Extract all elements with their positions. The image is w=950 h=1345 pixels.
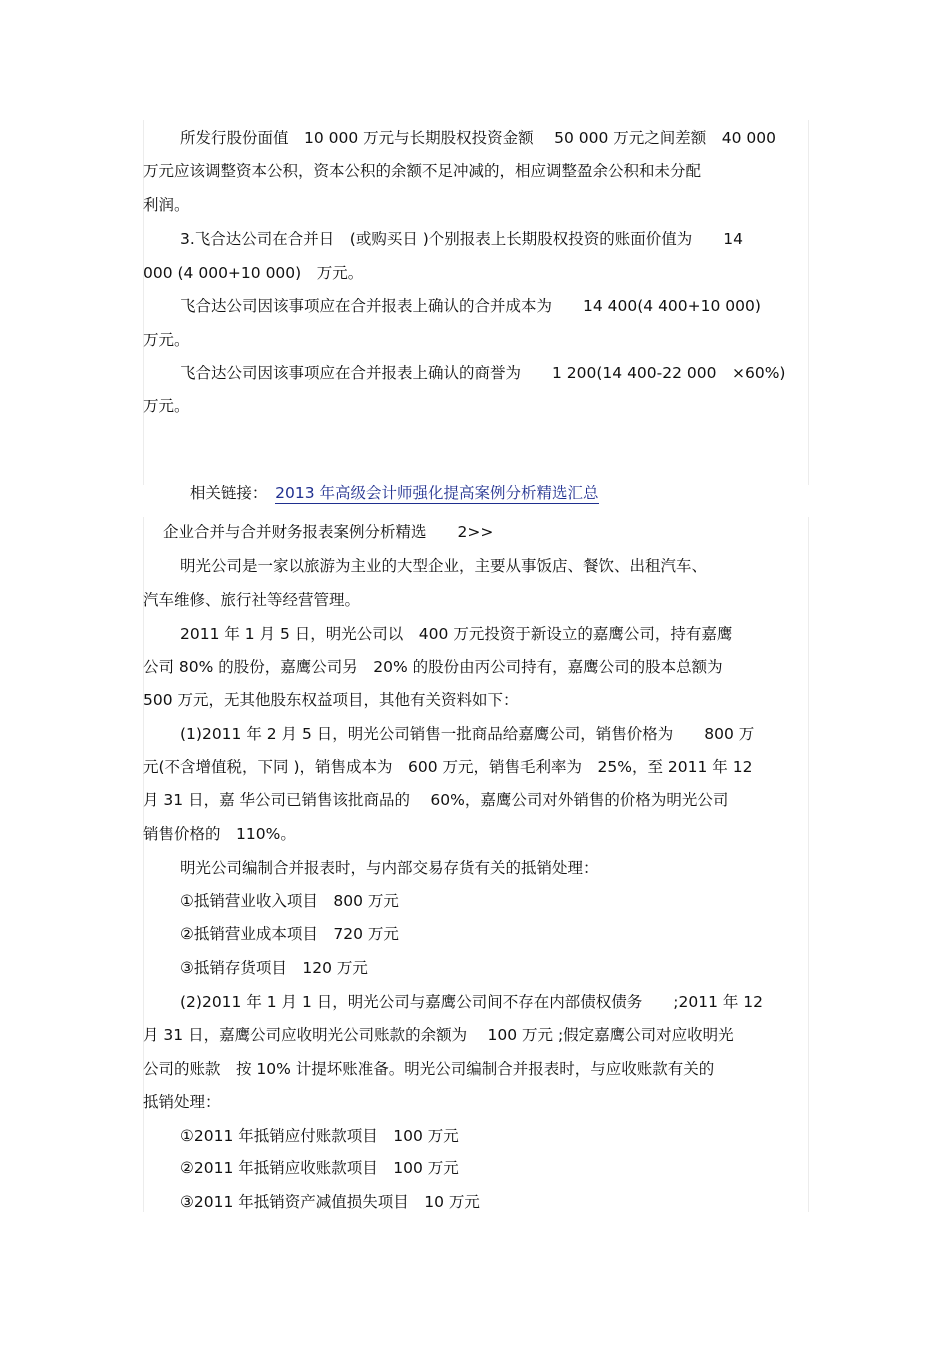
paragraph-line: 公司 80% 的股份，嘉鹰公司另 20% 的股份由丙公司持有，嘉鹰公司的股本总额为 xyxy=(143,658,723,676)
paragraph-line: 抵销处理： xyxy=(143,1093,221,1111)
paragraph-line: 月 31 日，嘉 华公司已销售该批商品的 60%，嘉鹰公司对外销售的价格为明光公司 xyxy=(143,791,729,809)
list-item: ①抵销营业收入项目 800 万元 xyxy=(180,892,399,910)
paragraph-line: 2011 年 1 月 5 日，明光公司以 400 万元投资于新设立的嘉鹰公司，持有嘉鹰 xyxy=(180,625,733,643)
paragraph-line: 3.飞合达公司在合并日 (或购买日 )个别报表上长期股权投资的账面价值为 14 xyxy=(180,230,744,248)
list-item: ③抵销存货项目 120 万元 xyxy=(180,959,368,977)
paragraph-line: 利润。 xyxy=(143,196,190,214)
list-item: ①2011 年抵销应付账款项目 100 万元 xyxy=(180,1127,459,1145)
paragraph-line: (2)2011 年 1 月 1 日，明光公司与嘉鹰公司间不存在内部债权债务 ;2011 年 12 xyxy=(180,993,764,1011)
related-links xyxy=(180,463,599,503)
paragraph-line: 汽车维修、旅行社等经营管理。 xyxy=(143,591,361,609)
paragraph-line: 月 31 日，嘉鹰公司应收明光公司账款的余额为 100 万元 ;假定嘉鹰公司对应收明光 xyxy=(143,1026,734,1044)
list-item: ②2011 年抵销应收账款项目 100 万元 xyxy=(180,1159,459,1177)
paragraph-line: 明光公司是一家以旅游为主业的大型企业，主要从事饭店、餐饮、出租汽车、 xyxy=(180,557,708,575)
paragraph-line: 飞合达公司因该事项应在合并报表上确认的商誉为 1 200(14 400-22 000 ×60%) xyxy=(180,364,786,382)
paragraph-line: 公司的账款 按 10% 计提坏账准备。明光公司编制合并报表时，与应收账款有关的 xyxy=(143,1060,715,1078)
paragraph-line: 000 (4 000+10 000) 万元。 xyxy=(143,264,364,282)
paragraph-line: 飞合达公司因该事项应在合并报表上确认的合并成本为 14 400(4 400+10 000) xyxy=(180,297,761,315)
related-article-link[interactable]: 2013 年高级会计师强化提高案例分析精选汇总 xyxy=(275,484,599,502)
paragraph-line: 明光公司编制合并报表时，与内部交易存货有关的抵销处理： xyxy=(180,859,599,877)
related-label: 相关链接： xyxy=(189,484,260,502)
list-item: ③2011 年抵销资产减值损失项目 10 万元 xyxy=(180,1193,480,1211)
paragraph-line: 万元。 xyxy=(143,331,190,349)
paragraph-line: 500 万元，无其他股东权益项目，其他有关资料如下： xyxy=(143,691,519,709)
section-title: 企业合并与合并财务报表案例分析精选 2>> xyxy=(163,523,494,541)
paragraph-line: 销售价格的 110%。 xyxy=(143,825,296,843)
paragraph-line: 万元应该调整资本公积，资本公积的余额不足冲减的，相应调整盈余公积和未分配 xyxy=(143,162,702,180)
list-item: ②抵销营业成本项目 720 万元 xyxy=(180,925,399,943)
paragraph-line: (1)2011 年 2 月 5 日，明光公司销售一批商品给嘉鹰公司，销售价格为 800 万 xyxy=(180,725,755,743)
paragraph-line: 所发行股份面值 10 000 万元与长期股权投资金额 50 000 万元之间差额 40 000 xyxy=(180,129,776,147)
paragraph-line: 元(不含增值税，下同 )，销售成本为 600 万元，销售毛利率为 25%，至 2011 年 12 xyxy=(143,758,753,776)
paragraph-line: 万元。 xyxy=(143,397,190,415)
